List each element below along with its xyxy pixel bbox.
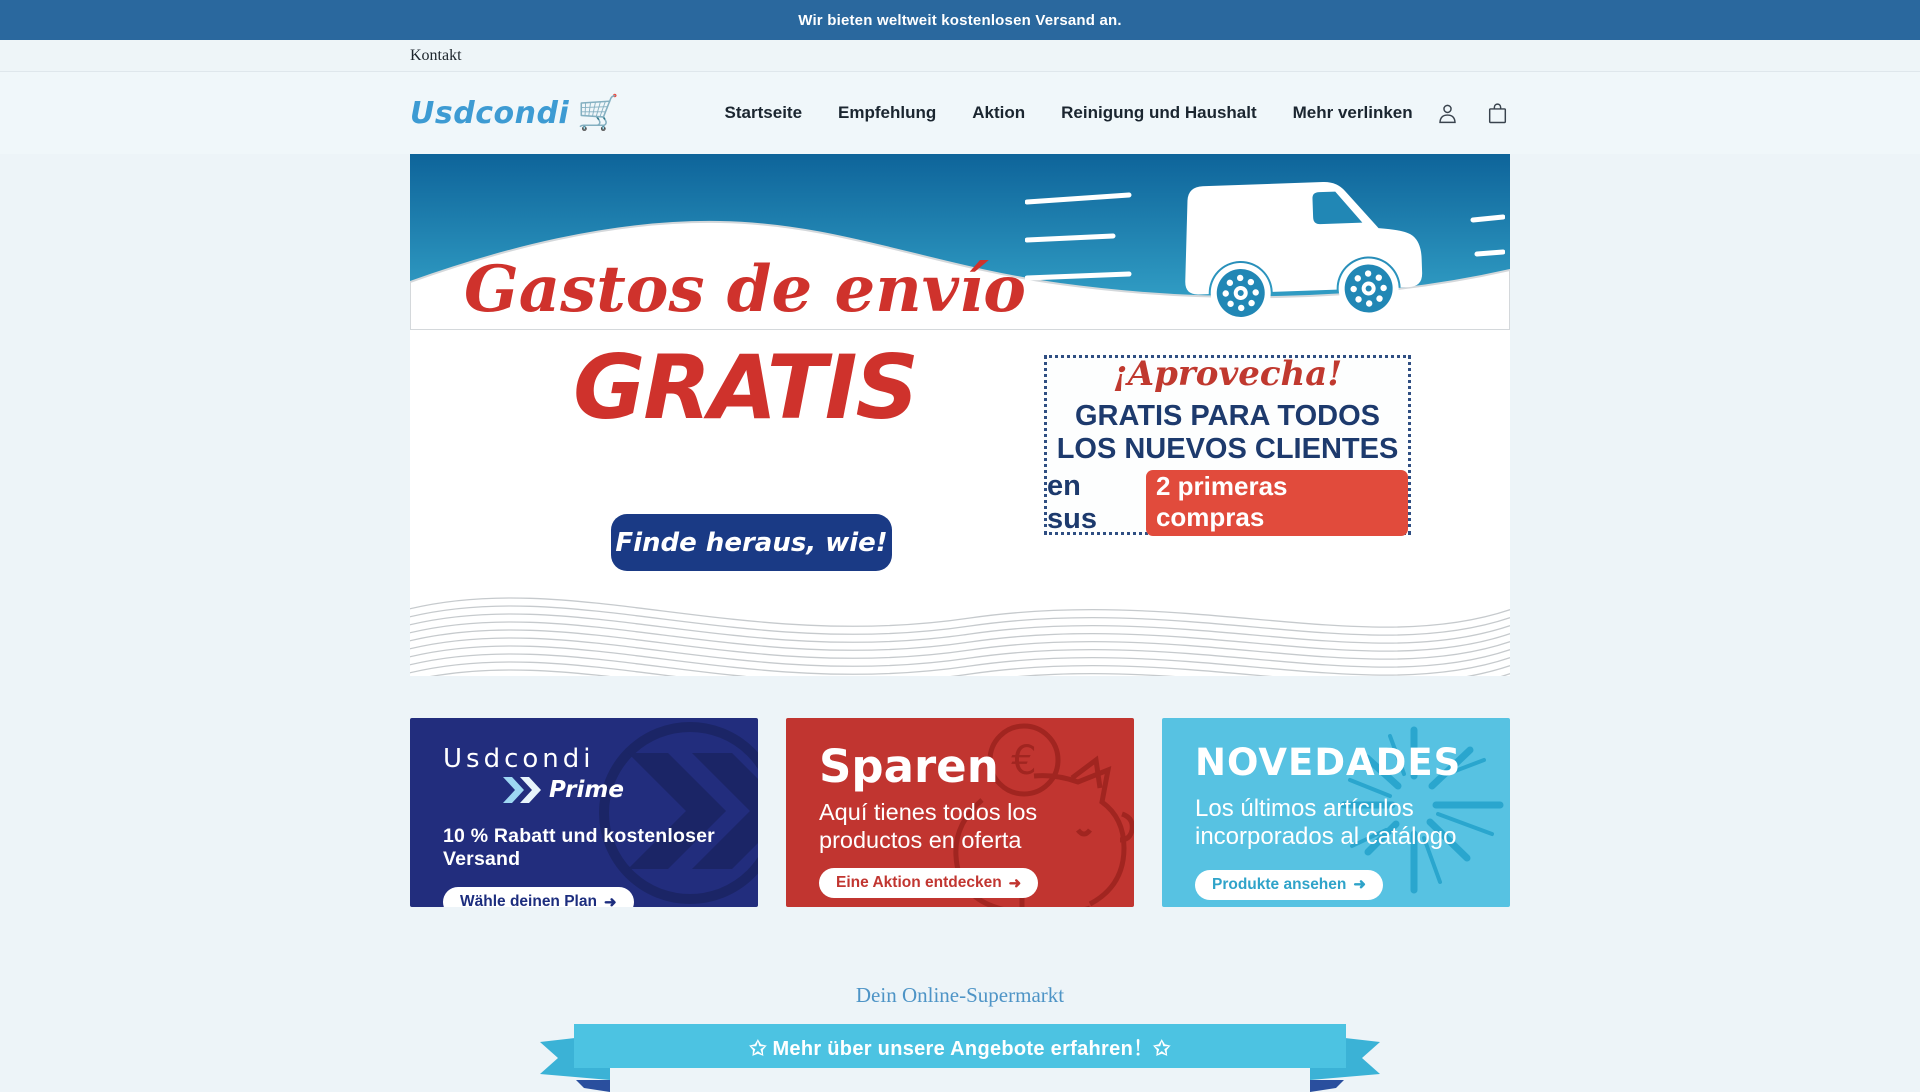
- hero-gratis-text: GRATIS: [573, 336, 917, 439]
- delivery-van-icon: [1025, 162, 1505, 327]
- prime-chevrons-icon: [501, 777, 543, 803]
- promo-line2: LOS NUEVOS CLIENTES: [1056, 433, 1399, 465]
- prime-card-text: 10 % Rabatt und kostenloser Versand: [443, 825, 715, 870]
- kontakt-link[interactable]: Kontakt: [410, 46, 462, 64]
- eine-aktion-entdecken-button[interactable]: Eine Aktion entdecken ➜: [819, 868, 1038, 898]
- hero-banner: [410, 154, 1510, 676]
- prime-card[interactable]: [410, 718, 758, 907]
- nav-item-aktion[interactable]: Aktion: [972, 103, 1026, 122]
- main-nav: [725, 103, 1413, 123]
- ribbon-text: ✩ Mehr über unsere Angebote erfahren！✩: [749, 1037, 1171, 1060]
- promo-line3-prefix: en sus: [1047, 470, 1097, 536]
- promo-box: [1044, 355, 1411, 535]
- account-icon[interactable]: [1435, 101, 1460, 126]
- hero-waves-art: [410, 580, 1510, 676]
- arrow-right-icon: ➜: [603, 893, 617, 907]
- cart-icon: 🛒: [577, 94, 620, 132]
- arrow-right-icon: ➜: [1353, 876, 1366, 894]
- waehle-deinen-plan-button[interactable]: Wähle deinen Plan ➜: [443, 887, 634, 907]
- tagline: Dein Online-Supermarkt: [855, 983, 1065, 1007]
- arrow-right-icon: ➜: [1008, 874, 1022, 892]
- produkte-ansehen-button[interactable]: Produkte ansehen ➜: [1195, 870, 1383, 900]
- hero-script-text: Gastos de envío: [464, 252, 1026, 327]
- site-header: [0, 72, 1920, 154]
- sparen-card-text: Aquí tienes todos los productos en oferta: [819, 799, 1038, 853]
- announcement-bar: [0, 0, 1920, 40]
- announcement-text: Wir bieten weltweit kostenlosen Versand an.: [798, 11, 1122, 29]
- logo[interactable]: [410, 96, 620, 131]
- prime-card-suffix: Prime: [549, 777, 624, 803]
- novedades-card[interactable]: [1162, 718, 1510, 907]
- utility-bar: [0, 40, 1920, 72]
- promo-line1: GRATIS PARA TODOS: [1074, 399, 1381, 432]
- sparen-card-title: Sparen: [819, 740, 999, 793]
- svg-text:€: €: [1011, 738, 1037, 784]
- nav-item-reinigung-und-haushalt[interactable]: Reinigung und Haushalt: [1061, 103, 1257, 122]
- promo-headline: ¡Aprovecha!: [1112, 353, 1343, 394]
- nav-item-mehr-verlinken[interactable]: Mehr verlinken: [1292, 103, 1413, 122]
- promo-cards-row: [410, 718, 1510, 907]
- sparen-card[interactable]: [786, 718, 1134, 907]
- novedades-card-title: NOVEDADES: [1195, 741, 1462, 784]
- logo-text: Usdcondi: [410, 95, 570, 131]
- finde-heraus-button[interactable]: Finde heraus, wie!: [611, 514, 892, 571]
- nav-item-startseite[interactable]: Startseite: [724, 103, 803, 122]
- shopping-bag-icon[interactable]: [1485, 101, 1510, 126]
- ribbon-band: [574, 1024, 1346, 1068]
- promo-highlight-chip: 2 primeras compras: [1146, 470, 1408, 536]
- novedades-card-text: Los últimos artículos incorporados al catálogo: [1195, 795, 1457, 851]
- ribbon-banner[interactable]: [540, 1024, 1380, 1084]
- nav-item-empfehlung[interactable]: Empfehlung: [838, 103, 937, 122]
- prime-card-brand: Usdcondi: [443, 744, 595, 774]
